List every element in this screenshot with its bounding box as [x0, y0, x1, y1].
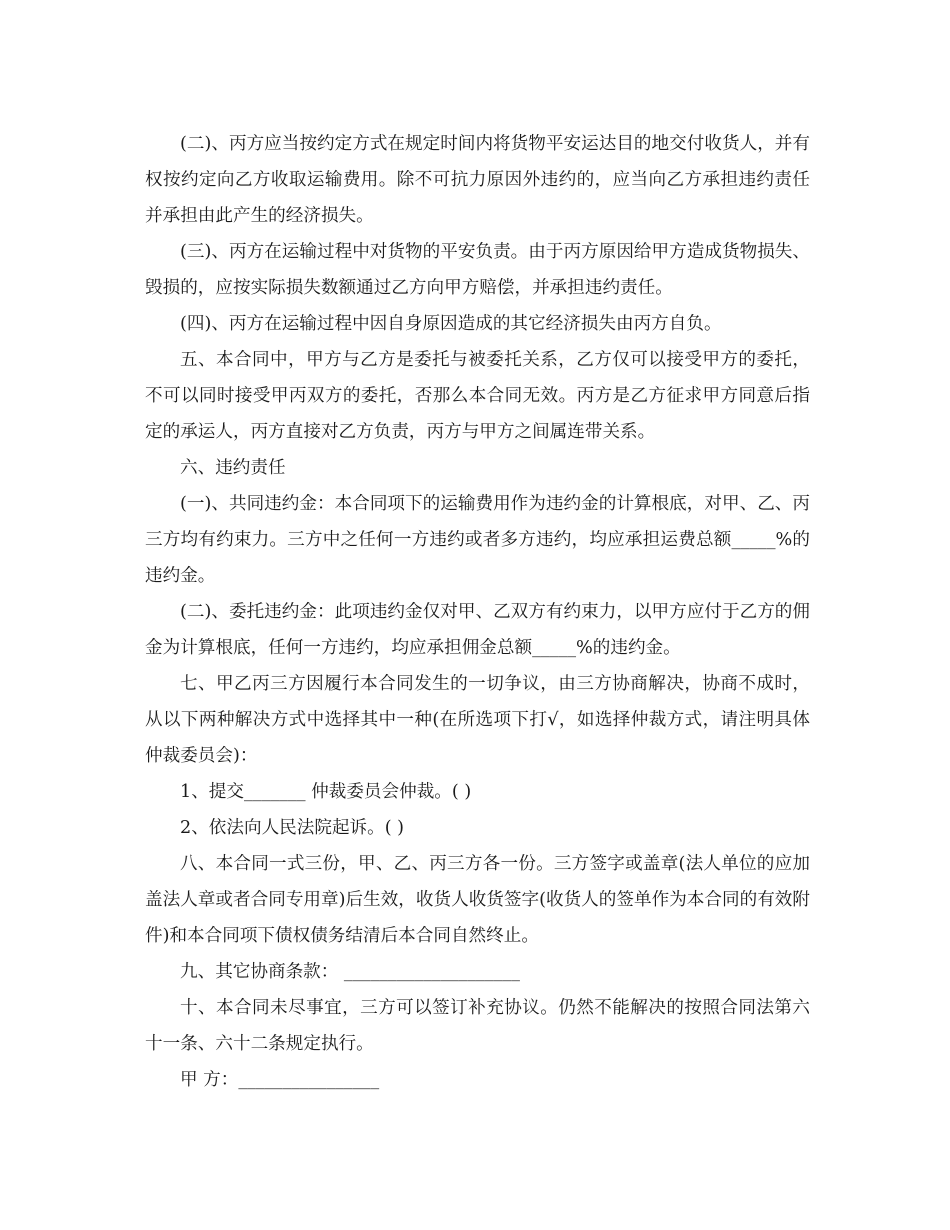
clause-2-2: (二)、丙方应当按约定方式在规定时间内将货物平安运达目的地交付收货人，并有权按约定向乙方收取运输费用。除不可抗力原因外违约的，应当向乙方承担违约责任并承担由此产生的经济损失。 [145, 134, 810, 226]
clause-9: 九、其它协商条款： ____________________ [180, 962, 520, 982]
clause-8: 八、本合同一式三份，甲、乙、丙三方各一份。三方签字或盖章(法人单位的应加盖法人章或者合同专用章)后生效，收货人收货签字(收货人的签单作为本合同的有效附件)和本合同项下债权债务结清后本合同自然终止。 [145, 854, 810, 946]
clause-2-3: (三)、丙方在运输过程中对货物的平安负责。由于丙方原因给甲方造成货物损失、毁损的，应按实际损失数额通过乙方向甲方赔偿，并承担违约责任。 [145, 242, 810, 298]
clause-6-1: (一)、共同违约金：本合同项下的运输费用作为违约金的计算根底，对甲、乙、丙三方均有约束力。三方中之任何一方违约或者多方违约，均应承担运费总额_____%的违约金。 [145, 494, 810, 586]
clause-10: 十、本合同未尽事宜，三方可以签订补充协议。仍然不能解决的按照合同法第六十一条、六十二条规定执行。 [145, 998, 810, 1054]
party-a-signature-line: 甲 方：________________ [180, 1070, 380, 1090]
clause-5: 五、本合同中，甲方与乙方是委托与被委托关系，乙方仅可以接受甲方的委托，不可以同时接受甲丙双方的委托，否那么本合同无效。丙方是乙方征求甲方同意后指定的承运人，丙方直接对乙方负责，丙方与甲方之间属连带关系。 [145, 350, 810, 442]
clause-6-heading: 六、违约责任 [180, 458, 286, 478]
clause-7-option-2: 2、依法向人民法院起诉。( ) [180, 818, 405, 838]
document-body [145, 126, 810, 1098]
clause-2-4: (四)、丙方在运输过程中因自身原因造成的其它经济损失由丙方自负。 [180, 314, 722, 334]
clause-7-option-1: 1、提交_______ 仲裁委员会仲裁。( ) [180, 782, 472, 802]
clause-7: 七、甲乙丙三方因履行本合同发生的一切争议，由三方协商解决，协商不成时，从以下两种解决方式中选择其中一种(在所选项下打√，如选择仲裁方式，请注明具体仲裁委员会)： [145, 674, 810, 766]
clause-6-2: (二)、委托违约金：此项违约金仅对甲、乙双方有约束力，以甲方应付于乙方的佣金为计算根底，任何一方违约，均应承担佣金总额_____%的违约金。 [145, 602, 810, 658]
